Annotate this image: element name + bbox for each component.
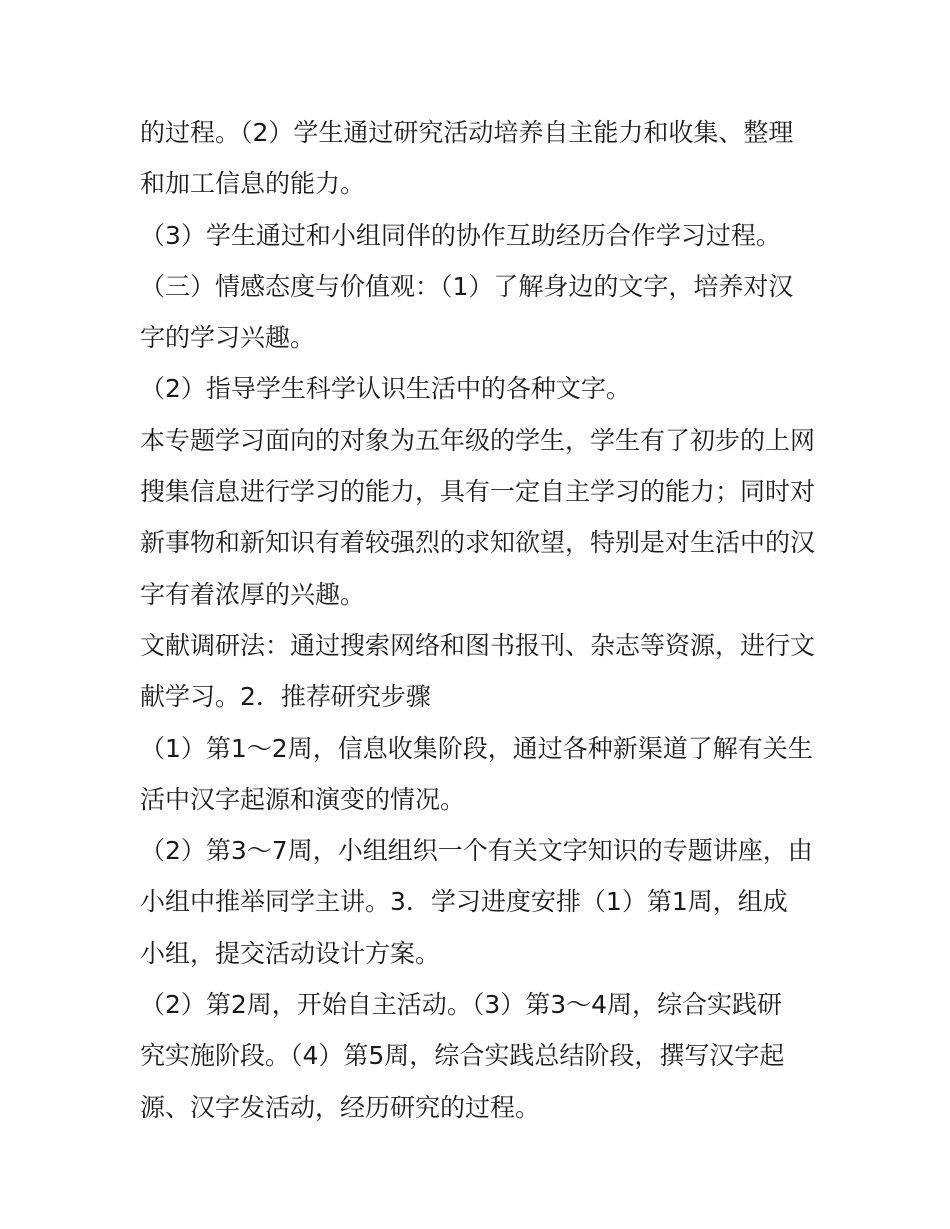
text-line: 字的学习兴趣。 [140, 323, 316, 353]
text-line: 献学习。2．推荐研究步骤 [140, 682, 431, 712]
text-line: 本专题学习面向的对象为五年级的学生，学生有了初步的上网 [140, 425, 816, 455]
text-line: 字有着浓厚的兴趣。 [140, 579, 366, 609]
text-line: （3）学生通过和小组同伴的协作互助经历合作学习过程。 [140, 220, 781, 250]
text-line: （三）情感态度与价值观：（1）了解身边的文字，培养对汉 [140, 271, 794, 301]
text-line: 小组，提交活动设计方案。 [140, 938, 441, 968]
text-line: （1）第1～2周，信息收集阶段，通过各种新渠道了解有关生 [140, 733, 813, 763]
text-line: 小组中推举同学主讲。3．学习进度安排（1）第1周，组成 [140, 887, 788, 917]
text-line: 搜集信息进行学习的能力，具有一定自主学习的能力；同时对 [140, 477, 816, 507]
text-line: （2）第3～7周，小组组织一个有关文字知识的专题讲座，由 [140, 836, 813, 866]
text-line: 新事物和新知识有着较强烈的求知欲望，特别是对生活中的汉 [140, 528, 816, 558]
text-line: 活中汉字起源和演变的情况。 [140, 784, 466, 814]
text-line: 源、汉字发活动，经历研究的过程。 [140, 1092, 541, 1122]
text-line: 文献调研法：通过搜索网络和图书报刊、杂志等资源，进行文 [140, 630, 816, 660]
text-line: （2）指导学生科学认识生活中的各种文字。 [140, 374, 631, 404]
text-line: （2）第2周，开始自主活动。（3）第3～4周，综合实践研 [140, 990, 783, 1020]
text-line: 的过程。（2）学生通过研究活动培养自主能力和收集、整理 [140, 118, 794, 147]
text-line: 究实施阶段。（4）第5周，综合实践总结阶段，撰写汉字起 [140, 1041, 785, 1071]
body-text [140, 107, 820, 1133]
text-line: 和加工信息的能力。 [140, 169, 366, 199]
